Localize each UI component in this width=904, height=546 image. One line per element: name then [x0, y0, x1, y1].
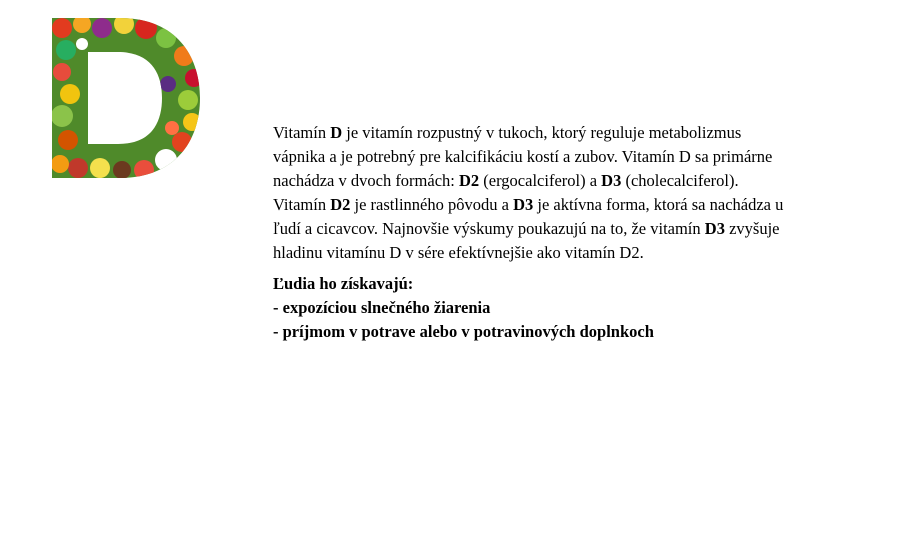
sources-heading: Ľudia ho získavajú: — [273, 274, 414, 293]
sources-list — [273, 272, 793, 344]
article-content — [273, 121, 793, 344]
vitamin-d-logo-icon — [48, 14, 202, 182]
source-item: - expozíciou slnečného žiarenia — [273, 298, 491, 317]
vitamin-d-description: Vitamín D je vitamín rozpustný v tukoch, ktorý reguluje metabolizmus vápnika a je potrebný pre kalcifikáciu kostí a zubov. Vitamín D sa primárne nachádza v dvoch formách: D2 (ergocalciferol) a D3 (cholecalciferol). Vitamín D2 je rastlinného pôvodu a D3 je aktívna forma, ktorá sa nachádza u ľudí a cicavcov. Najnovšie výskumy poukazujú na to, že vitamín D3 zvyšuje hladinu vitamínu D v sére efektívnejšie ako vitamín D2. — [273, 123, 784, 262]
source-item: - príjmom v potrave alebo v potravinových doplnkoch — [273, 322, 654, 341]
